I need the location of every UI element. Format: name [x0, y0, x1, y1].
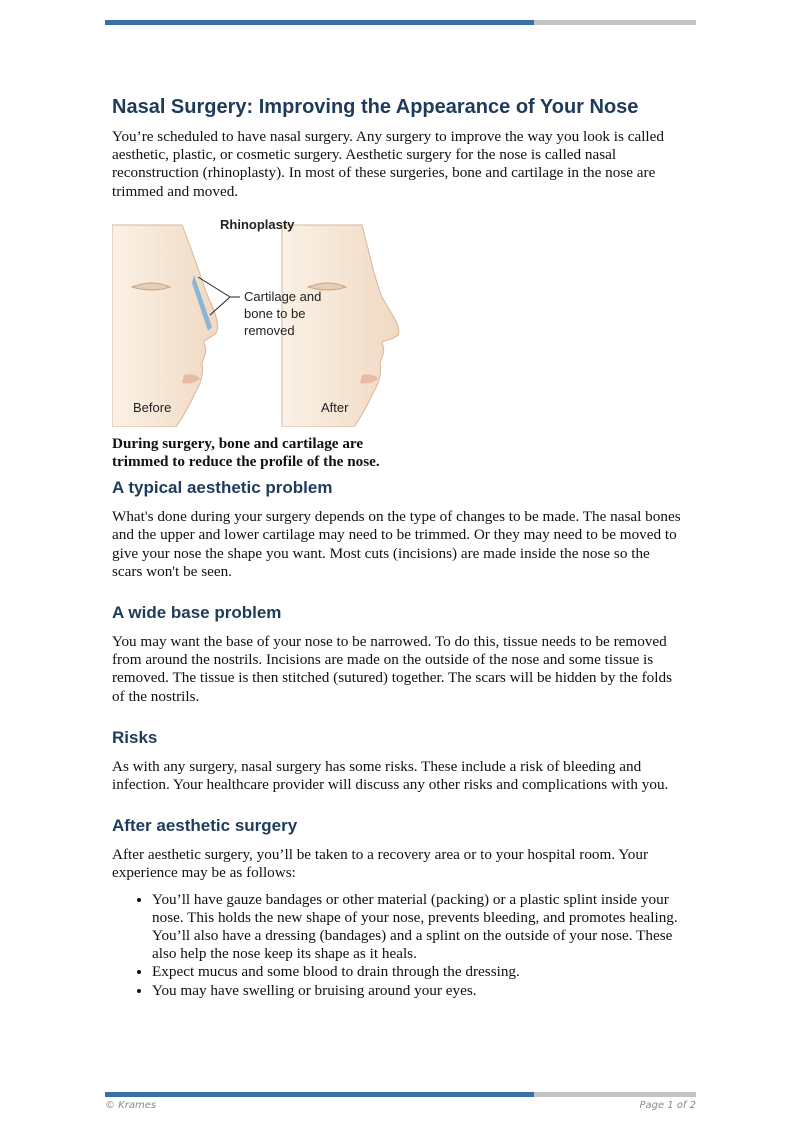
- list-item: • Expect mucus and some blood to drain through the dressing.: [152, 963, 682, 981]
- section-body: After aesthetic surgery, you’ll be taken to a recovery area or to your hospital room. Your experience may be as follows:: [112, 846, 649, 882]
- section-typical-problem: [112, 477, 682, 581]
- section-after-surgery: [112, 815, 682, 1000]
- bottom-rule-gray: [534, 1092, 696, 1097]
- list-item: • You may have swelling or bruising around your eyes.: [152, 982, 682, 1000]
- section-body: What's done during your surgery depends on the type of changes to be made. The nasal bones and the upper and lower cartilage may need to be trimmed. Or they may need to be moved to give your nose the shape you want. Most cuts (incisions) are made inside the nose so the scars won't be seen.: [112, 508, 681, 580]
- before-label: Before: [133, 399, 172, 415]
- section-heading: After aesthetic surgery: [112, 816, 298, 836]
- section-heading: A typical aesthetic problem: [112, 478, 333, 498]
- section-body: As with any surgery, nasal surgery has some risks. These include a risk of bleeding and infection. Your healthcare provider will discuss any other risks and complications with you.: [112, 757, 669, 794]
- section-heading: Risks: [112, 727, 158, 747]
- figure-title: Rhinoplasty: [220, 216, 295, 232]
- page-title: Nasal Surgery: Improving the Appearance of Your Nose: [112, 96, 639, 118]
- callout-text-1: Cartilage and: [244, 288, 322, 304]
- intro-paragraph: You’re scheduled to have nasal surgery. Any surgery to improve the way you look is called aesthetic, plastic, or cosmetic surgery. Aesthetic surgery for the nose is called nasal reconstruction (rhinoplasty). In most of these surgeries, bone and cartilage in the nose are trimmed and moved.: [112, 128, 664, 200]
- footer-page-number: Page 1 of 2: [639, 1100, 696, 1111]
- page-footer: [105, 1100, 696, 1111]
- bottom-rule: [105, 1092, 696, 1097]
- after-label: After: [321, 399, 349, 415]
- list-item: • You’ll have gauze bandages or other material (packing) or a plastic splint inside your nose. This holds the new shape of your nose, prevents bleeding, and promotes healing. You’ll also have a dressing (bandages) and a splint on the outside of your nose. These also help the nose keep its shape as it heals.: [152, 891, 682, 964]
- figure-caption: During surgery, bone and cartilage are trimmed to reduce the profile of the nose.: [112, 434, 380, 471]
- bottom-rule-blue: [105, 1092, 534, 1097]
- section-wide-base: [112, 602, 682, 706]
- top-rule-gray: [534, 20, 696, 25]
- top-rule: [105, 20, 696, 25]
- top-rule-blue: [105, 20, 534, 25]
- section-body: You may want the base of your nose to be narrowed. To do this, tissue needs to be removed from around the nostrils. Incisions are made on the outside of the nose and some tissue is removed. The tissue is then stitched (sutured) together. The scars will be hidden by the folds of the nostrils.: [112, 633, 672, 705]
- rhinoplasty-svg: [112, 215, 412, 427]
- callout-text-2: bone to be: [244, 305, 306, 321]
- callout-text-3: removed: [244, 322, 295, 338]
- footer-copyright: © Krames: [105, 1100, 157, 1111]
- section-heading: A wide base problem: [112, 603, 282, 623]
- after-surgery-list: [112, 891, 682, 1000]
- rhinoplasty-illustration: [112, 215, 412, 427]
- document-body: [112, 94, 682, 1000]
- section-risks: [112, 727, 682, 794]
